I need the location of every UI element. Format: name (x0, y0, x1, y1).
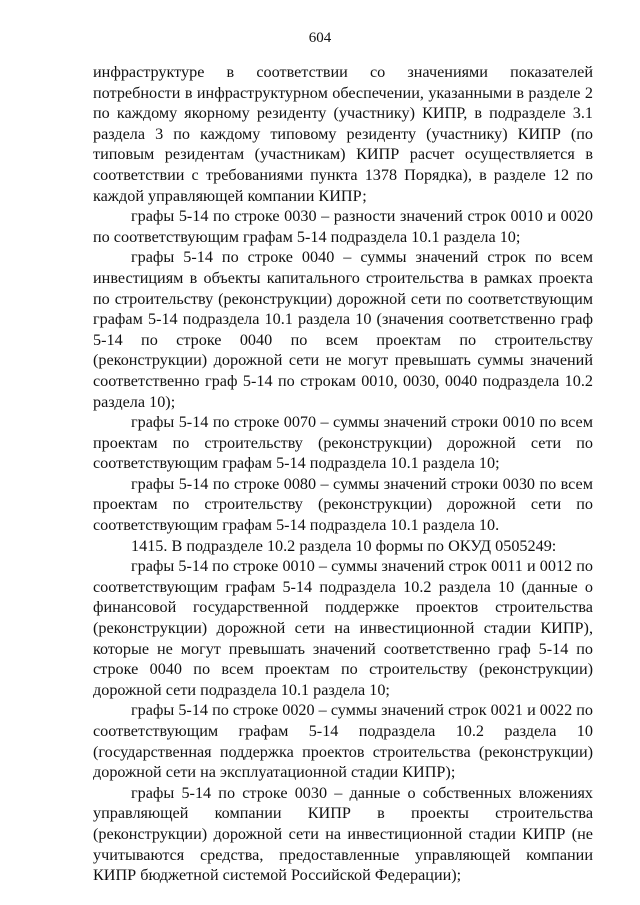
paragraph-subsection-row-0010: графы 5-14 по строке 0010 – суммы значений строк 0011 и 0012 по соответствующим графам 5-14 подраздела 10.2 раздела 10 (данные о финансовой государственной поддержке проектов строительства (реконструкции) дорожной сети на инвестиционной стадии КИПР), которые не могут превышать значений соответственно граф 5-14 по строке 0040 по всем проектам по строительству (реконструкции) дорожной сети подраздела 10.1 раздела 10; (93, 557, 593, 699)
page-number: 604 (308, 30, 332, 46)
paragraph-continuation: инфраструктуре в соответствии со значениями показателей потребности в инфраструктурном обеспечении, указанными в разделе 2 по каждому якорному резиденту (участнику) КИПР, в подразделе 3.1 раздела 3 по каждому типовому резиденту (участнику) КИПР (по типовым резидентам (участникам) КИПР расчет осуществляется в соответствии с требованиями пункта 1378 Порядка), в разделе 12 по каждой управляющей компании КИПР; (93, 63, 593, 205)
paragraph-subsection-row-0030: графы 5-14 по строке 0030 – данные о собственных вложениях управляющей компании КИПР в проекты строительства (реконструкции) дорожной сети на инвестиционной стадии КИПР (не учитываются средства, предоставленные управляющей компании КИПР бюджетной системой Российской Федерации); (93, 783, 593, 885)
document-body (93, 62, 593, 886)
paragraph-row-0080: графы 5-14 по строке 0080 – суммы значений строки 0030 по всем проектам по строительству (реконструкции) дорожной сети по соответствующим графам 5-14 подраздела 10.1 раздела 10. (93, 474, 593, 535)
paragraph-row-0070: графы 5-14 по строке 0070 – суммы значений строки 0010 по всем проектам по строительству (реконструкции) дорожной сети по соответствующим графам 5-14 подраздела 10.1 раздела 10; (93, 413, 593, 473)
paragraph-item-1415: 1415. В подразделе 10.2 раздела 10 формы по ОКУД 0505249: (131, 536, 557, 555)
paragraph-row-0040: графы 5-14 по строке 0040 – суммы значений строк по всем инвестициям в объекты капитального строительства в рамках проекта по строительству (реконструкции) дорожной сети по соответствующим графам 5-14 подраздела 10.1 раздела 10 (значения соответственно граф 5-14 по строке 0040 по всем проектам по строительству (реконструкции) дорожной сети не могут превышать суммы значений соответственно граф 5-14 по строкам 0010, 0030, 0040 подраздела 10.2 раздела 10); (93, 248, 593, 411)
paragraph-row-0030: графы 5-14 по строке 0030 – разности значений строк 0010 и 0020 по соответствующим графам 5-14 подраздела 10.1 раздела 10; (93, 207, 593, 246)
paragraph-subsection-row-0020: графы 5-14 по строке 0020 – суммы значений строк 0021 и 0022 по соответствующим графам 5-14 подраздела 10.2 раздела 10 (государственная поддержка проектов строительства (реконструкции) дорожной сети на эксплуатационной стадии КИПР); (93, 701, 593, 782)
